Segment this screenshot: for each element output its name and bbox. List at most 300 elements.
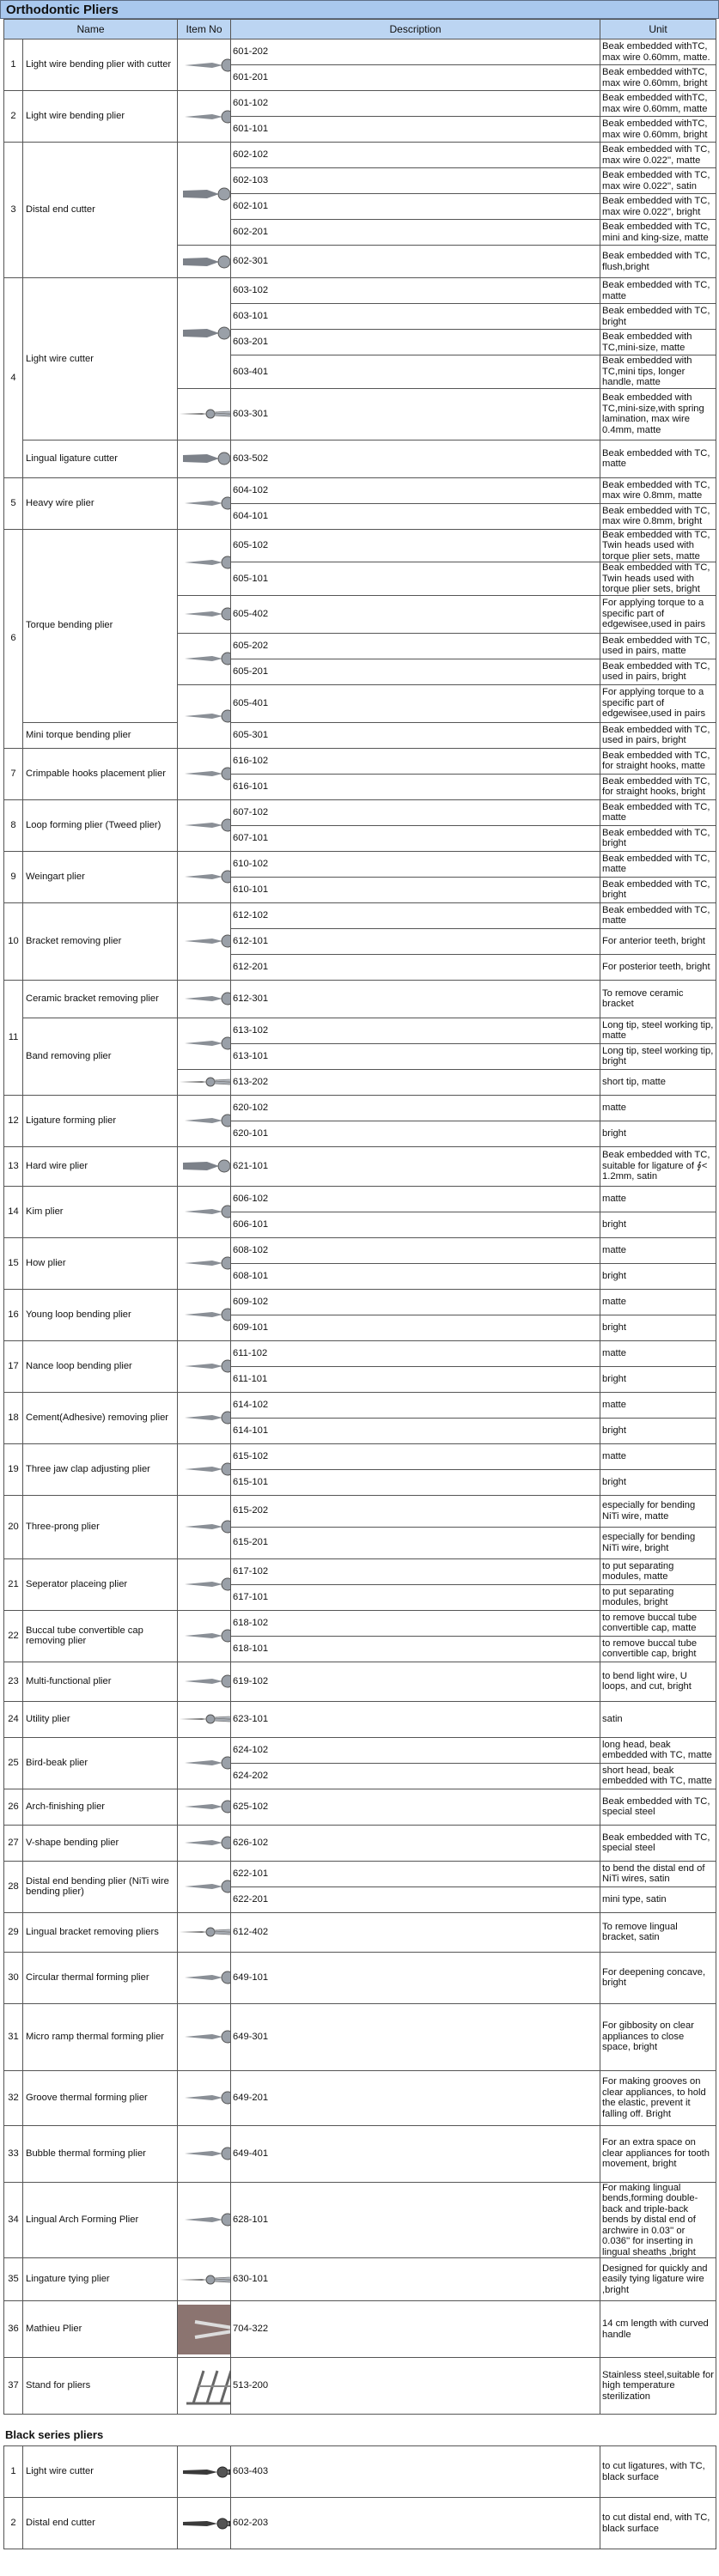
item-number: 610-102 <box>231 851 600 877</box>
plier-image <box>178 1458 231 1480</box>
product-image <box>178 2003 231 2070</box>
item-number: 609-101 <box>231 1315 600 1340</box>
item-number: 605-202 <box>231 633 600 659</box>
row-number: 34 <box>4 2182 23 2258</box>
item-description: to cut ligatures, with TC, black surface <box>600 2446 716 2498</box>
product-image <box>178 1186 231 1237</box>
item-description: especially for bending NiTi wire, matte <box>600 1495 716 1527</box>
product-image <box>178 278 231 389</box>
product-name: Arch-finishing plier <box>23 1789 178 1825</box>
product-image <box>178 477 231 529</box>
item-number: 607-102 <box>231 799 600 825</box>
product-name: Lingual bracket removing pliers <box>23 1912 178 1952</box>
table-header-row <box>4 20 716 39</box>
item-description: to bend the distal end of NiTi wires, satin <box>600 1861 716 1886</box>
mathieu-plier-photo <box>178 2305 231 2354</box>
product-name: Utility plier <box>23 1701 178 1737</box>
product-image <box>178 1443 231 1495</box>
item-number: 601-202 <box>231 39 600 65</box>
item-description: matte <box>600 1443 716 1469</box>
product-image <box>178 1495 231 1558</box>
item-description: For posterior teeth, bright <box>600 954 716 980</box>
product-name: Mini torque bending plier <box>23 722 178 748</box>
table-row <box>4 2258 716 2301</box>
plier-image <box>178 1252 231 1274</box>
product-name: Lingual Arch Forming Plier <box>23 2182 178 2258</box>
item-description: to cut distal end, with TC, black surface <box>600 2498 716 2549</box>
product-image <box>178 1069 231 1095</box>
table-row <box>4 2358 716 2415</box>
table-row <box>4 1825 716 1861</box>
product-name: Distal end cutter <box>23 2498 178 2549</box>
plier-image <box>178 2208 231 2231</box>
item-number: 608-101 <box>231 1263 600 1289</box>
table-row <box>4 1610 716 1636</box>
item-number: 624-202 <box>231 1763 600 1789</box>
item-description: Beak embedded with TC, used in pairs, bright <box>600 722 716 748</box>
item-number: 605-301 <box>231 722 600 748</box>
table-row <box>4 799 716 825</box>
product-name: V-shape bending plier <box>23 1825 178 1861</box>
item-number: 603-301 <box>231 388 600 440</box>
plier-image <box>178 183 231 205</box>
item-description: Stainless steel,suitable for high temperature sterilization <box>600 2358 716 2415</box>
item-number: 628-101 <box>231 2182 600 2258</box>
item-description: Beak embedded with TC,mini tips, longer handle, matte <box>600 355 716 389</box>
plier-image <box>178 1708 231 1730</box>
row-number: 23 <box>4 1662 23 1701</box>
row-number: 7 <box>4 748 23 799</box>
pliers-table <box>3 19 716 2415</box>
item-description: For making grooves on clear appliances, to hold the elastic, prevent it falling off. Bright <box>600 2070 716 2125</box>
plier-image <box>178 1406 231 1429</box>
product-name: Lingature tying plier <box>23 2258 178 2301</box>
item-number: 615-202 <box>231 1495 600 1527</box>
product-name: How plier <box>23 1237 178 1289</box>
item-number: 649-401 <box>231 2125 600 2182</box>
item-number: 612-102 <box>231 902 600 928</box>
item-description: Beak embedded with TC, max wire 0.8mm, bright <box>600 503 716 529</box>
row-number: 1 <box>4 39 23 91</box>
item-description: Beak embedded with TC, matte <box>600 278 716 304</box>
product-name: Circular thermal forming plier <box>23 1952 178 2003</box>
item-number: 606-101 <box>231 1212 600 1237</box>
row-number: 35 <box>4 2258 23 2301</box>
item-number: 622-201 <box>231 1886 600 1912</box>
item-description: Designed for quickly and easily tying ligature wire ,bright <box>600 2258 716 2301</box>
item-description: to remove buccal tube convertible cap, bright <box>600 1636 716 1662</box>
plier-image <box>178 2142 231 2165</box>
plier-image <box>178 1832 231 1854</box>
product-image <box>178 1737 231 1789</box>
row-number: 2 <box>4 91 23 143</box>
item-number: 622-101 <box>231 1861 600 1886</box>
row-number: 13 <box>4 1146 23 1186</box>
item-number: 613-102 <box>231 1018 600 1043</box>
item-description: Beak embedded with TC, Twin heads used with torque plier sets, bright <box>600 562 716 596</box>
item-description: Beak embedded with TC, bright <box>600 304 716 330</box>
table-row <box>4 1095 716 1121</box>
item-description: bright <box>600 1263 716 1289</box>
item-description: Beak embedded with TC, mini and king-size, matte <box>600 220 716 246</box>
row-number: 11 <box>4 980 23 1095</box>
item-description: long head, beak embedded with TC, matte <box>600 1737 716 1763</box>
product-image <box>178 2446 231 2498</box>
product-image <box>178 91 231 143</box>
item-number: 623-101 <box>231 1701 600 1737</box>
plier-image <box>178 2461 231 2483</box>
item-description: Beak embedded with TC, max wire 0.022'', bright <box>600 194 716 220</box>
item-number: 605-402 <box>231 595 600 633</box>
item-number: 614-102 <box>231 1392 600 1418</box>
row-number: 25 <box>4 1737 23 1789</box>
product-image <box>178 143 231 246</box>
plier-image <box>178 1303 231 1326</box>
item-number: 614-101 <box>231 1418 600 1443</box>
plier-image <box>178 814 231 836</box>
item-number: 621-101 <box>231 1146 600 1186</box>
item-number: 605-201 <box>231 659 600 684</box>
plier-image <box>178 705 231 727</box>
plier-image <box>178 647 231 670</box>
table-row <box>4 1861 716 1886</box>
item-number: 704-322 <box>231 2301 600 2358</box>
item-description: Beak embedded with TC, max wire 0.8mm, matte <box>600 477 716 503</box>
row-number: 29 <box>4 1912 23 1952</box>
row-number: 32 <box>4 2070 23 2125</box>
product-image <box>178 1952 231 2003</box>
item-number: 603-201 <box>231 330 600 355</box>
row-number: 2 <box>4 2498 23 2549</box>
item-number: 615-201 <box>231 1527 600 1558</box>
row-number: 31 <box>4 2003 23 2070</box>
plier-image <box>178 1200 231 1223</box>
item-number: 620-102 <box>231 1095 600 1121</box>
item-description: to bend light wire, U loops, and cut, bright <box>600 1662 716 1701</box>
item-number: 620-101 <box>231 1121 600 1146</box>
table-row <box>4 39 716 65</box>
item-number: 607-101 <box>231 825 600 851</box>
item-description: Beak embedded with TC, for straight hooks, matte <box>600 748 716 774</box>
item-description: matte <box>600 1237 716 1263</box>
product-image <box>178 684 231 748</box>
item-number: 612-402 <box>231 1912 600 1952</box>
product-image <box>178 1289 231 1340</box>
item-number: 617-102 <box>231 1558 600 1584</box>
header-unit: Unit <box>600 20 716 39</box>
item-number: 616-101 <box>231 774 600 799</box>
item-number: 617-101 <box>231 1584 600 1610</box>
product-name: Three jaw clap adjusting plier <box>23 1443 178 1495</box>
table-row <box>4 1701 716 1737</box>
table-row <box>4 1952 716 2003</box>
row-number: 33 <box>4 2125 23 2182</box>
plier-image <box>178 1875 231 1898</box>
product-image <box>178 633 231 684</box>
table-row <box>4 1186 716 1212</box>
product-name: Groove thermal forming plier <box>23 2070 178 2125</box>
table-row <box>4 851 716 877</box>
item-number: 630-101 <box>231 2258 600 2301</box>
item-number: 624-102 <box>231 1737 600 1763</box>
item-number: 612-201 <box>231 954 600 980</box>
product-name: Three-prong plier <box>23 1495 178 1558</box>
product-image <box>178 1789 231 1825</box>
row-number: 9 <box>4 851 23 902</box>
row-number: 37 <box>4 2358 23 2415</box>
item-description: To remove lingual bracket, satin <box>600 1912 716 1952</box>
plier-image <box>178 1921 231 1943</box>
product-image <box>178 2258 231 2301</box>
row-number: 20 <box>4 1495 23 1558</box>
item-description: Beak embedded with TC, bright <box>600 877 716 902</box>
product-name: Distal end bending plier (NiTi wire bending plier) <box>23 1861 178 1912</box>
plier-image <box>178 1032 231 1054</box>
product-image <box>178 1095 231 1146</box>
product-name: Lingual ligature cutter <box>23 440 178 477</box>
item-number: 613-101 <box>231 1043 600 1069</box>
product-name: Band removing plier <box>23 1018 178 1095</box>
item-description: matte <box>600 1289 716 1315</box>
table-row <box>4 2301 716 2358</box>
item-description: Beak embedded with TC, matte <box>600 902 716 928</box>
plier-image <box>178 866 231 888</box>
product-name: Light wire bending plier with cutter <box>23 39 178 91</box>
header-name: Name <box>4 20 178 39</box>
item-number: 609-102 <box>231 1289 600 1315</box>
plier-image <box>178 1752 231 1774</box>
product-image <box>178 1861 231 1912</box>
plier-image <box>178 1573 231 1595</box>
row-number: 21 <box>4 1558 23 1610</box>
item-description: Beak embedded with TC, flush,bright <box>600 246 716 278</box>
black-series-table <box>3 2445 716 2549</box>
row-number: 28 <box>4 1861 23 1912</box>
item-number: 611-101 <box>231 1366 600 1392</box>
item-number: 619-102 <box>231 1662 600 1701</box>
product-image <box>178 440 231 477</box>
item-description: short tip, matte <box>600 1069 716 1095</box>
item-description: Beak embedded with TC, for straight hooks, bright <box>600 774 716 799</box>
plier-image <box>178 2512 231 2535</box>
product-image <box>178 1912 231 1952</box>
item-description: For an extra space on clear appliances for tooth movement, bright <box>600 2125 716 2182</box>
item-description: Beak embedded with TC, max wire 0.022'', matte <box>600 143 716 168</box>
item-number: 602-201 <box>231 220 600 246</box>
row-number: 36 <box>4 2301 23 2358</box>
product-name: Micro ramp thermal forming plier <box>23 2003 178 2070</box>
plier-image <box>178 1670 231 1692</box>
row-number: 6 <box>4 529 23 748</box>
item-number: 618-102 <box>231 1610 600 1636</box>
table-row <box>4 1392 716 1418</box>
item-description: Beak embedded withTC, max wire 0.60mm, bright <box>600 65 716 91</box>
pliers-table-body <box>4 39 716 2415</box>
product-image <box>178 2301 231 2358</box>
black-series-title: Black series pliers <box>5 2427 104 2441</box>
item-description: bright <box>600 1418 716 1443</box>
product-name: Bubble thermal forming plier <box>23 2125 178 2182</box>
item-number: 604-101 <box>231 503 600 529</box>
item-number: 615-102 <box>231 1443 600 1469</box>
plier-image <box>178 2026 231 2048</box>
item-description: matte <box>600 1340 716 1366</box>
product-name: Bracket removing plier <box>23 902 178 980</box>
table-row <box>4 1340 716 1366</box>
row-number: 19 <box>4 1443 23 1495</box>
item-description: matte <box>600 1392 716 1418</box>
item-description: Beak embedded with TC, bright <box>600 825 716 851</box>
product-name: Nance loop bending plier <box>23 1340 178 1392</box>
product-name: Ceramic bracket removing plier <box>23 980 178 1018</box>
table-row <box>4 1662 716 1701</box>
table-row <box>4 1495 716 1527</box>
product-name: Young loop bending plier <box>23 1289 178 1340</box>
product-name: Bird-beak plier <box>23 1737 178 1789</box>
product-image <box>178 799 231 851</box>
product-image <box>178 1610 231 1662</box>
product-image <box>178 2070 231 2125</box>
row-number: 26 <box>4 1789 23 1825</box>
item-number: 605-102 <box>231 529 600 562</box>
item-description: to remove buccal tube convertible cap, matte <box>600 1610 716 1636</box>
item-description: For applying torque to a specific part of edgewisee,used in pairs <box>600 595 716 633</box>
item-number: 601-102 <box>231 91 600 117</box>
item-description: satin <box>600 1701 716 1737</box>
item-description: Beak embedded with TC, matte <box>600 851 716 877</box>
item-number: 513-200 <box>231 2358 600 2415</box>
item-description: Beak embedded with TC, special steel <box>600 1789 716 1825</box>
product-image <box>178 748 231 799</box>
item-description: Beak embedded with TC, max wire 0.022'', satin <box>600 168 716 194</box>
product-image <box>178 851 231 902</box>
product-name: Light wire bending plier <box>23 91 178 143</box>
plier-image <box>178 492 231 514</box>
item-description: To remove ceramic bracket <box>600 980 716 1018</box>
row-number: 18 <box>4 1392 23 1443</box>
item-number: 606-102 <box>231 1186 600 1212</box>
table-row <box>4 1289 716 1315</box>
plier-image <box>178 1355 231 1377</box>
table-row <box>4 1737 716 1763</box>
table-row <box>4 91 716 117</box>
plier-image <box>178 1155 231 1177</box>
item-description: bright <box>600 1212 716 1237</box>
product-image <box>178 902 231 980</box>
product-name: Hard wire plier <box>23 1146 178 1186</box>
table-row <box>4 440 716 477</box>
plier-image <box>178 403 231 425</box>
product-image <box>178 1146 231 1186</box>
table-row <box>4 477 716 503</box>
item-number: 602-203 <box>231 2498 600 2549</box>
plier-image <box>178 54 231 76</box>
product-name: Cement(Adhesive) removing plier <box>23 1392 178 1443</box>
item-number: 601-201 <box>231 65 600 91</box>
plier-image <box>178 1109 231 1132</box>
item-description: Beak embedded withTC, max wire 0.60mm, matte <box>600 91 716 117</box>
row-number: 17 <box>4 1340 23 1392</box>
row-number: 8 <box>4 799 23 851</box>
item-description: Beak embedded withTC, max wire 0.60mm, matte. <box>600 39 716 65</box>
row-number: 22 <box>4 1610 23 1662</box>
item-description: For anterior teeth, bright <box>600 928 716 954</box>
item-description: Beak embedded with TC, suitable for ligature of ∮< 1.2mm, satin <box>600 1146 716 1186</box>
item-number: 601-101 <box>231 117 600 143</box>
item-description: Beak embedded with TC, matte <box>600 440 716 477</box>
item-number: 603-403 <box>231 2446 600 2498</box>
product-image <box>178 388 231 440</box>
plier-image <box>178 447 231 470</box>
table-row <box>4 1018 716 1043</box>
item-number: 603-401 <box>231 355 600 389</box>
product-name: Torque bending plier <box>23 529 178 722</box>
item-description: bright <box>600 1366 716 1392</box>
row-number: 3 <box>4 143 23 278</box>
item-number: 603-502 <box>231 440 600 477</box>
product-image <box>178 2182 231 2258</box>
item-description: matte <box>600 1186 716 1212</box>
table-row <box>4 2003 716 2070</box>
item-description: Beak embedded withTC, max wire 0.60mm, bright <box>600 117 716 143</box>
row-number: 24 <box>4 1701 23 1737</box>
plier-image <box>178 1966 231 1989</box>
product-image <box>178 1018 231 1069</box>
product-image <box>178 2358 231 2415</box>
item-description: Beak embedded with TC, special steel <box>600 1825 716 1861</box>
item-number: 608-102 <box>231 1237 600 1263</box>
product-image <box>178 1558 231 1610</box>
item-number: 604-102 <box>231 477 600 503</box>
item-number: 612-101 <box>231 928 600 954</box>
item-description: bright <box>600 1469 716 1495</box>
table-row <box>4 1558 716 1584</box>
product-name: Loop forming plier (Tweed plier) <box>23 799 178 851</box>
product-image <box>178 1340 231 1392</box>
table-row <box>4 2446 716 2498</box>
product-name: Stand for pliers <box>23 2358 178 2415</box>
table-row <box>4 1237 716 1263</box>
row-number: 30 <box>4 1952 23 2003</box>
table-row <box>4 143 716 168</box>
item-description: mini type, satin <box>600 1886 716 1912</box>
plier-image <box>178 251 231 273</box>
product-name: Kim plier <box>23 1186 178 1237</box>
row-number: 14 <box>4 1186 23 1237</box>
product-name: Mathieu Plier <box>23 2301 178 2358</box>
page-title-bar <box>0 0 719 19</box>
table-row <box>4 1443 716 1469</box>
product-name: Multi-functional plier <box>23 1662 178 1701</box>
table-row <box>4 529 716 562</box>
item-number: 625-102 <box>231 1789 600 1825</box>
item-number: 618-101 <box>231 1636 600 1662</box>
item-description: matte <box>600 1095 716 1121</box>
row-number: 27 <box>4 1825 23 1861</box>
row-number: 12 <box>4 1095 23 1146</box>
product-image <box>178 529 231 595</box>
row-number: 10 <box>4 902 23 980</box>
plier-image <box>178 2269 231 2291</box>
table-row <box>4 278 716 304</box>
plier-image <box>178 762 231 785</box>
item-description: 14 cm length with curved handle <box>600 2301 716 2358</box>
table-row <box>4 722 716 748</box>
item-number: 612-301 <box>231 980 600 1018</box>
item-number: 605-101 <box>231 562 600 596</box>
table-row <box>4 1912 716 1952</box>
item-description: Beak embedded with TC,mini-size, matte <box>600 330 716 355</box>
